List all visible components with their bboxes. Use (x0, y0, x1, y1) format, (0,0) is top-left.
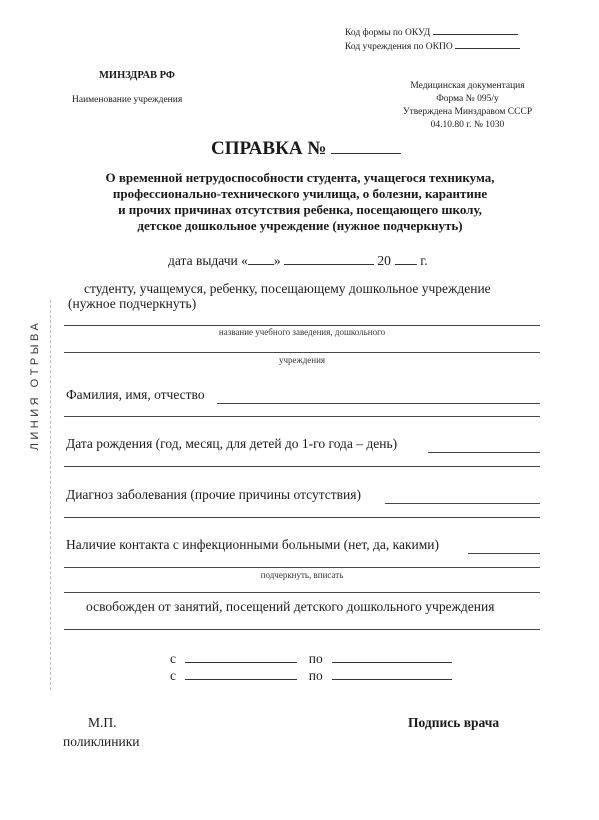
exemption-text: освобожден от занятий, посещений детского дошкольного учреждения (86, 599, 495, 614)
institution-label: Наименование учреждения (72, 95, 183, 105)
full-name-field[interactable] (64, 416, 540, 417)
full-name-field[interactable] (217, 403, 540, 404)
tear-line-divider (50, 300, 51, 690)
okud-code (345, 28, 518, 38)
approved-date: 04.10.80 г. № 1030 (430, 120, 505, 130)
doctor-signature-label: Подпись врача (408, 715, 500, 730)
issue-year-field[interactable] (395, 264, 417, 265)
approved-by: Утверждена Минздравом СССР (402, 107, 533, 117)
issue-date-label: дата выдачи « (168, 253, 248, 268)
okpo-code (345, 42, 520, 52)
stamp-place: поликлиники (63, 734, 140, 749)
title-text: СПРАВКА № (211, 138, 327, 159)
birth-date-field[interactable] (64, 466, 540, 467)
period-from-field[interactable] (185, 679, 297, 680)
exemption-field[interactable] (64, 629, 540, 630)
issue-day-field[interactable] (248, 264, 274, 265)
subtitle-line: О временной нетрудоспособности студента, учащегося техникума, (105, 170, 495, 185)
document-subtitle (60, 170, 540, 234)
contact-label: Наличие контакта с инфекционными больными (нет, да, какими) (66, 537, 440, 552)
issue-date (168, 253, 428, 269)
period-from-field[interactable] (185, 662, 297, 663)
certificate-number-field[interactable] (331, 153, 401, 154)
birth-date-label: Дата рождения (год, месяц, для детей до 1-го года – день) (66, 436, 398, 451)
period-to-field[interactable] (332, 662, 452, 663)
okpo-field[interactable] (455, 48, 520, 49)
form-number: Форма № 095/у (436, 94, 499, 104)
institution-caption: название учебного заведения, дошкольного (218, 327, 386, 337)
subtitle-line: детское дошкольное учреждение (нужное подчеркнуть) (137, 218, 463, 233)
institution-name-line[interactable] (64, 352, 540, 353)
okud-label: Код формы по ОКУД (345, 28, 431, 38)
period-to-label: по (308, 651, 323, 666)
institution-name-line[interactable] (64, 325, 540, 326)
med-doc: Медицинская документация (410, 81, 525, 91)
recipient-hint: (нужное подчеркнуть) (68, 296, 197, 311)
period-row (170, 651, 452, 667)
institution-caption: учреждения (278, 355, 326, 365)
okpo-label: Код учреждения по ОКПО (345, 42, 453, 52)
tear-line-text: ЛИНИЯ ОТРЫВА (29, 319, 41, 451)
period-from-label: с (170, 651, 176, 666)
ministry-name: МИНЗДРАВ РФ (99, 70, 175, 81)
period-row (170, 668, 452, 684)
diagnosis-field[interactable] (385, 503, 540, 504)
subtitle-line: и прочих причинах отсутствия ребенка, посещающего школу, (118, 202, 482, 217)
contact-caption: подчеркнуть, вписать (260, 570, 344, 580)
birth-date-field[interactable] (428, 452, 540, 453)
issue-year-prefix: 20 (377, 253, 391, 268)
stamp-label: М.П. (88, 715, 117, 730)
period-to-field[interactable] (332, 679, 452, 680)
full-name-label: Фамилия, имя, отчество (66, 387, 205, 402)
diagnosis-field[interactable] (64, 517, 540, 518)
contact-field[interactable] (468, 553, 540, 554)
issue-year-suffix: г. (420, 253, 428, 268)
okud-field[interactable] (433, 34, 518, 35)
subtitle-line: профессионально-технического училища, о болезни, карантине (112, 186, 488, 201)
diagnosis-label: Диагноз заболевания (прочие причины отсутствия) (66, 487, 361, 502)
period-to-label: по (308, 668, 323, 683)
period-from-label: с (170, 668, 176, 683)
issue-date-close-quote: » (273, 253, 281, 268)
form-info (395, 80, 540, 132)
recipient-type: студенту, учащемуся, ребенку, посещающему дошкольное учреждение (84, 281, 491, 296)
issue-month-field[interactable] (284, 264, 374, 265)
contact-field[interactable] (64, 592, 540, 593)
document-title (211, 138, 401, 160)
tear-line-label (24, 310, 46, 460)
contact-field[interactable] (64, 567, 540, 568)
